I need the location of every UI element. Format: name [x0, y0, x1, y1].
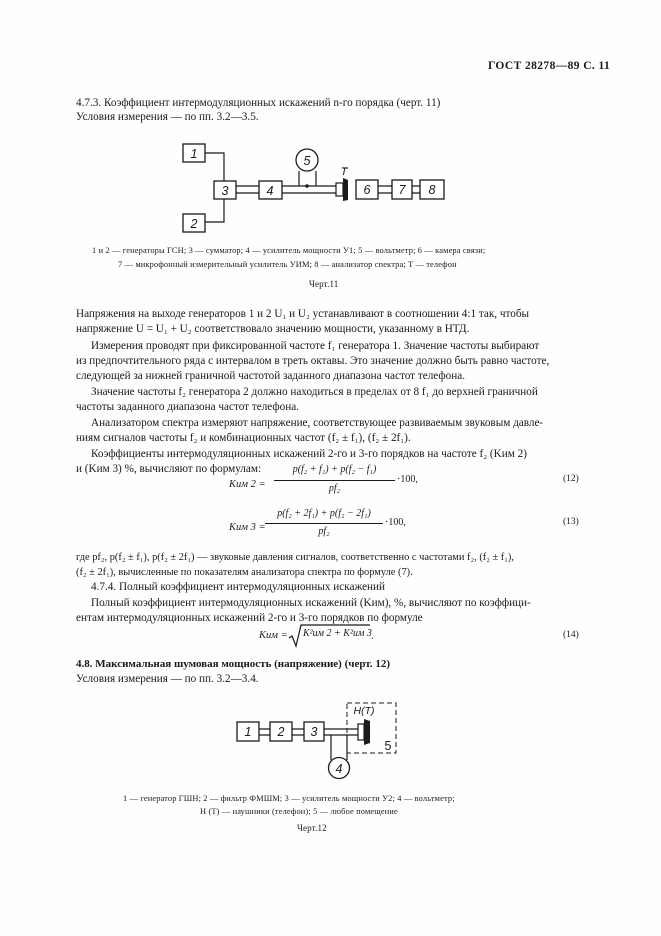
eq12-numerator: p(f₂ + f₁) + p(f₂ − f₁) [292, 464, 377, 475]
eq13-number: (13) [563, 517, 579, 527]
fig11-caption: Черт.11 [309, 279, 339, 289]
fig12-legend-line2: H (T) — наушники (телефон); 5 — любое помещение [200, 807, 398, 816]
eq12-tail: ·100, [397, 474, 418, 485]
section-4-7-4-line1: Полный коэффициент интермодуляционных искажений (Kим), %, вычисляют по коэффици- [91, 597, 531, 609]
fig12-label-2: 2 [277, 725, 285, 739]
section-4-7-3-conditions: Условия измерения — по пп. 3.2—3.5. [76, 111, 259, 123]
fig11-label-1: 1 [190, 147, 198, 161]
para-3-line2: частоты заданного диапазона частот телефона. [76, 401, 299, 413]
fig12-label-5: 5 [384, 739, 392, 753]
fig12-legend-line1: 1 — генератор ГШН; 2 — фильтр ФМШМ; 3 — усилитель мощности У2; 4 — вольтметр; [123, 794, 455, 803]
eq12-number: (12) [563, 474, 579, 484]
section-4-8-conditions: Условия измерения — по пп. 3.2—3.4. [76, 673, 259, 685]
eq12-lhs: Kим 2 = [229, 479, 266, 490]
fig12-label-3: 3 [310, 725, 318, 739]
eq14-lhs: Kим = [259, 630, 288, 641]
fig12-caption: Черт.12 [297, 823, 327, 833]
para-3-line1: Значение частоты f₂ генератора 2 должно находиться в пределах от 8 f₁ до верхней граничной [91, 386, 538, 398]
para-1-line1: Напряжения на выходе генераторов 1 и 2 U₁ и U₂ устанавливают в соотношении 4:1 так, чтобы [76, 308, 530, 320]
para-4-line1: Анализатором спектра измеряют напряжение, соответствующее развиваемым звуковым давле- [91, 417, 544, 429]
para-5-line2: и (Kим 3) %, вычисляют по формулам: [76, 463, 262, 475]
section-4-8-title: 4.8. Максимальная шумовая мощность (напряжение) (черт. 12) [76, 658, 391, 670]
eq14-radicand: K²им 2 + K²им 3 [303, 628, 372, 639]
fig11-label-t: T [340, 166, 348, 178]
section-4-7-3-title: 4.7.3. Коэффициент интермодуляционных искажений n-го порядка (черт. 11) [76, 97, 441, 109]
fig12-label-ht: H(T) [353, 705, 375, 717]
section-4-7-4-line2: ентам интермодуляционных искажений 2-го и 3-го порядков по формуле [76, 612, 423, 624]
fig12-label-4: 4 [335, 762, 343, 776]
eq13-lhs: Kим 3 = [229, 522, 266, 533]
para-2-line2: из предпочтительного ряда с интервалом в треть октавы. Это значение должно быть равно частоте, [76, 355, 550, 367]
fig11-label-6: 6 [363, 183, 371, 197]
para-4-line2: ниям сигналов частоты f₂ и комбинационных частот (f₂ ± f₁), (f₂ ± 2f₁). [76, 432, 411, 444]
para-2-line3: следующей за нижней граничной частотой заданного диапазона частот телефона. [76, 370, 465, 382]
para-2-line1: Измерения проводят при фиксированной частоте f₁ генератора 1. Значение частоты выбирают [91, 340, 540, 352]
fig11-label-8: 8 [428, 183, 436, 197]
para-1-line2: напряжение U = U₁ + U₂ соответствовало значению мощности, указанному в НТД. [76, 323, 470, 335]
para-5-line1: Коэффициенты интермодуляционных искажений 2-го и 3-го порядков на частоте f₂ (Kим 2) [91, 448, 527, 460]
section-4-7-4-title: 4.7.4. Полный коэффициент интермодуляционных искажений [91, 581, 385, 593]
fig11-label-3: 3 [221, 184, 229, 198]
fig11-label-5: 5 [303, 154, 311, 168]
fig11-legend-line1: 1 и 2 — генераторы ГСН; 3 — сумматор; 4 — усилитель мощности У1; 5 — вольтметр; 6 — камера связи; [92, 246, 486, 255]
page-header: ГОСТ 28278—89 С. 11 [488, 60, 611, 72]
eq14-tail: . [371, 631, 374, 642]
eq13-denominator: pf₂ [318, 526, 330, 537]
eq14-number: (14) [563, 630, 579, 640]
eq13-numerator: p(f₂ + 2f₁) + p(f₂ − 2f₁) [277, 508, 371, 519]
eq13-tail: ·100, [385, 517, 406, 528]
eq12-denominator: pf₂ [328, 483, 341, 494]
where-line2: (f₂ ± 2f₁), вычисленные по показателям анализатора спектра по формуле (7). [76, 567, 413, 578]
fig11-label-7: 7 [398, 183, 406, 197]
fig12-label-1: 1 [244, 725, 252, 739]
fig11-label-4: 4 [266, 184, 274, 198]
where-line1: где pf₂, p(f₂ ± f₁), p(f₂ ± 2f₁) — звуковые давления сигналов, соответственно с частотами f₂, (f₂ ± f₁), [76, 552, 514, 563]
fig11-label-2: 2 [190, 217, 198, 231]
fig11-legend-line2: 7 — микрофонный измерительный усилитель УИМ; 8 — анализатор спектра; T — телефон [118, 260, 457, 269]
